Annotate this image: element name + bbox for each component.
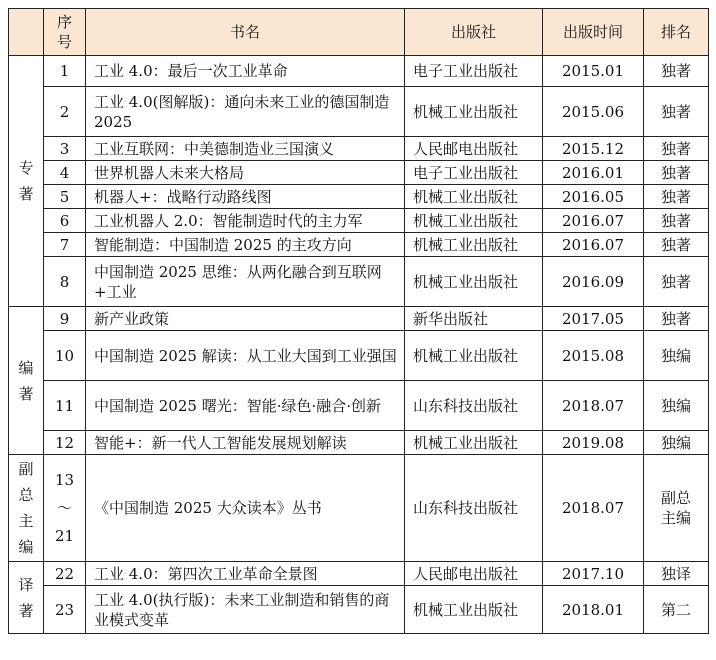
row-number: 9 [44,307,86,331]
category-yizhu [9,562,44,634]
table-row [9,161,709,185]
table-row [9,257,709,307]
table-row [9,137,709,161]
publish-date: 2019.08 [543,431,644,455]
row-number: 22 [44,562,86,586]
rank: 独译 [644,562,709,586]
table-row [9,562,709,586]
header-number-label: 序号 [56,13,72,51]
row-number: 3 [44,137,86,161]
row-number-range-sep: ～ [56,499,72,517]
rank: 第二 [644,586,709,634]
row-number-range-end: 21 [54,527,75,545]
header-date: 出版时间 [543,9,644,56]
publisher: 机械工业出版社 [405,185,543,209]
row-number: 11 [44,381,86,431]
rank: 独著 [644,56,709,87]
book-title: 工业 4.0：第四次工业革命全景图 [86,562,405,586]
book-title: 中国制造 2025 思维：从两化融合到互联网+工业 [86,257,405,307]
publish-date: 2017.10 [543,562,644,586]
book-list-table [8,8,709,634]
row-number: 10 [44,331,86,381]
category-fuzongzhubian-label: 副总主编 [18,460,34,556]
category-bianzhu [9,307,44,455]
rank: 独著 [644,233,709,257]
header-row [9,9,709,56]
publish-date: 2016.07 [543,233,644,257]
rank: 独编 [644,381,709,431]
publisher: 电子工业出版社 [405,56,543,87]
publisher: 机械工业出版社 [405,87,543,137]
rank [644,455,709,562]
book-title: 机器人+：战略行动路线图 [86,185,405,209]
book-title: 工业 4.0(执行版)：未来工业制造和销售的商业模式变革 [86,586,405,634]
rank: 独著 [644,307,709,331]
book-title: 工业机器人 2.0：智能制造时代的主力军 [86,209,405,233]
publish-date: 2015.01 [543,56,644,87]
rank: 独编 [644,331,709,381]
book-title: 世界机器人未来大格局 [86,161,405,185]
rank: 独著 [644,185,709,209]
header-publisher: 出版社 [405,9,543,56]
header-rank: 排名 [644,9,709,56]
row-number: 4 [44,161,86,185]
book-title: 《中国制造 2025 大众读本》丛书 [86,455,405,562]
publish-date: 2018.01 [543,586,644,634]
header-number [44,9,86,56]
category-fuzongzhubian [9,455,44,562]
publish-date: 2016.09 [543,257,644,307]
rank: 独著 [644,137,709,161]
table-row [9,56,709,87]
publish-date: 2017.05 [543,307,644,331]
publish-date: 2016.07 [543,209,644,233]
header-title: 书名 [86,9,405,56]
publish-date: 2016.01 [543,161,644,185]
book-title: 智能+：新一代人工智能发展规划解读 [86,431,405,455]
rank: 独著 [644,257,709,307]
publisher: 新华出版社 [405,307,543,331]
table-header [9,9,709,56]
row-number-range [44,455,86,562]
publisher: 电子工业出版社 [405,161,543,185]
rank: 独编 [644,431,709,455]
table-row [9,209,709,233]
table-row [9,87,709,137]
table-row [9,185,709,209]
book-title: 工业 4.0(图解版)：通向未来工业的德国制造 2025 [86,87,405,137]
table-row [9,233,709,257]
publisher: 机械工业出版社 [405,233,543,257]
table-body [9,56,709,634]
publisher: 人民邮电出版社 [405,562,543,586]
book-title: 智能制造：中国制造 2025 的主攻方向 [86,233,405,257]
row-number: 5 [44,185,86,209]
publish-date: 2015.08 [543,331,644,381]
publish-date: 2016.05 [543,185,644,209]
publisher: 机械工业出版社 [405,586,543,634]
publish-date: 2015.06 [543,87,644,137]
row-number: 12 [44,431,86,455]
book-title: 新产业政策 [86,307,405,331]
category-yizhu-label: 译著 [18,575,34,620]
row-number: 8 [44,257,86,307]
rank: 独著 [644,87,709,137]
book-title: 中国制造 2025 曙光：智能·绿色·融合·创新 [86,381,405,431]
publisher: 机械工业出版社 [405,209,543,233]
row-number-range-start: 13 [54,471,75,489]
category-bianzhu-label: 编著 [18,358,34,403]
header-category [9,9,44,56]
row-number: 6 [44,209,86,233]
publisher: 机械工业出版社 [405,257,543,307]
publish-date: 2018.07 [543,455,644,562]
row-number: 7 [44,233,86,257]
category-zhuanzhu [9,56,44,307]
publish-date: 2018.07 [543,381,644,431]
rank-label: 副总主编 [660,489,691,527]
book-title: 中国制造 2025 解读：从工业大国到工业强国 [86,331,405,381]
publisher: 人民邮电出版社 [405,137,543,161]
publisher: 机械工业出版社 [405,431,543,455]
publish-date: 2015.12 [543,137,644,161]
row-number: 23 [44,586,86,634]
row-number: 1 [44,56,86,87]
rank: 独著 [644,209,709,233]
table-row [9,381,709,431]
table-row [9,307,709,331]
table-row [9,331,709,381]
category-zhuanzhu-label: 专著 [18,159,34,203]
publisher: 山东科技出版社 [405,381,543,431]
book-title: 工业互联网：中美德制造业三国演义 [86,137,405,161]
publisher: 机械工业出版社 [405,331,543,381]
row-number: 2 [44,87,86,137]
publisher: 山东科技出版社 [405,455,543,562]
book-title: 工业 4.0：最后一次工业革命 [86,56,405,87]
rank: 独著 [644,161,709,185]
table-row [9,586,709,634]
table-row [9,455,709,562]
table-row [9,431,709,455]
